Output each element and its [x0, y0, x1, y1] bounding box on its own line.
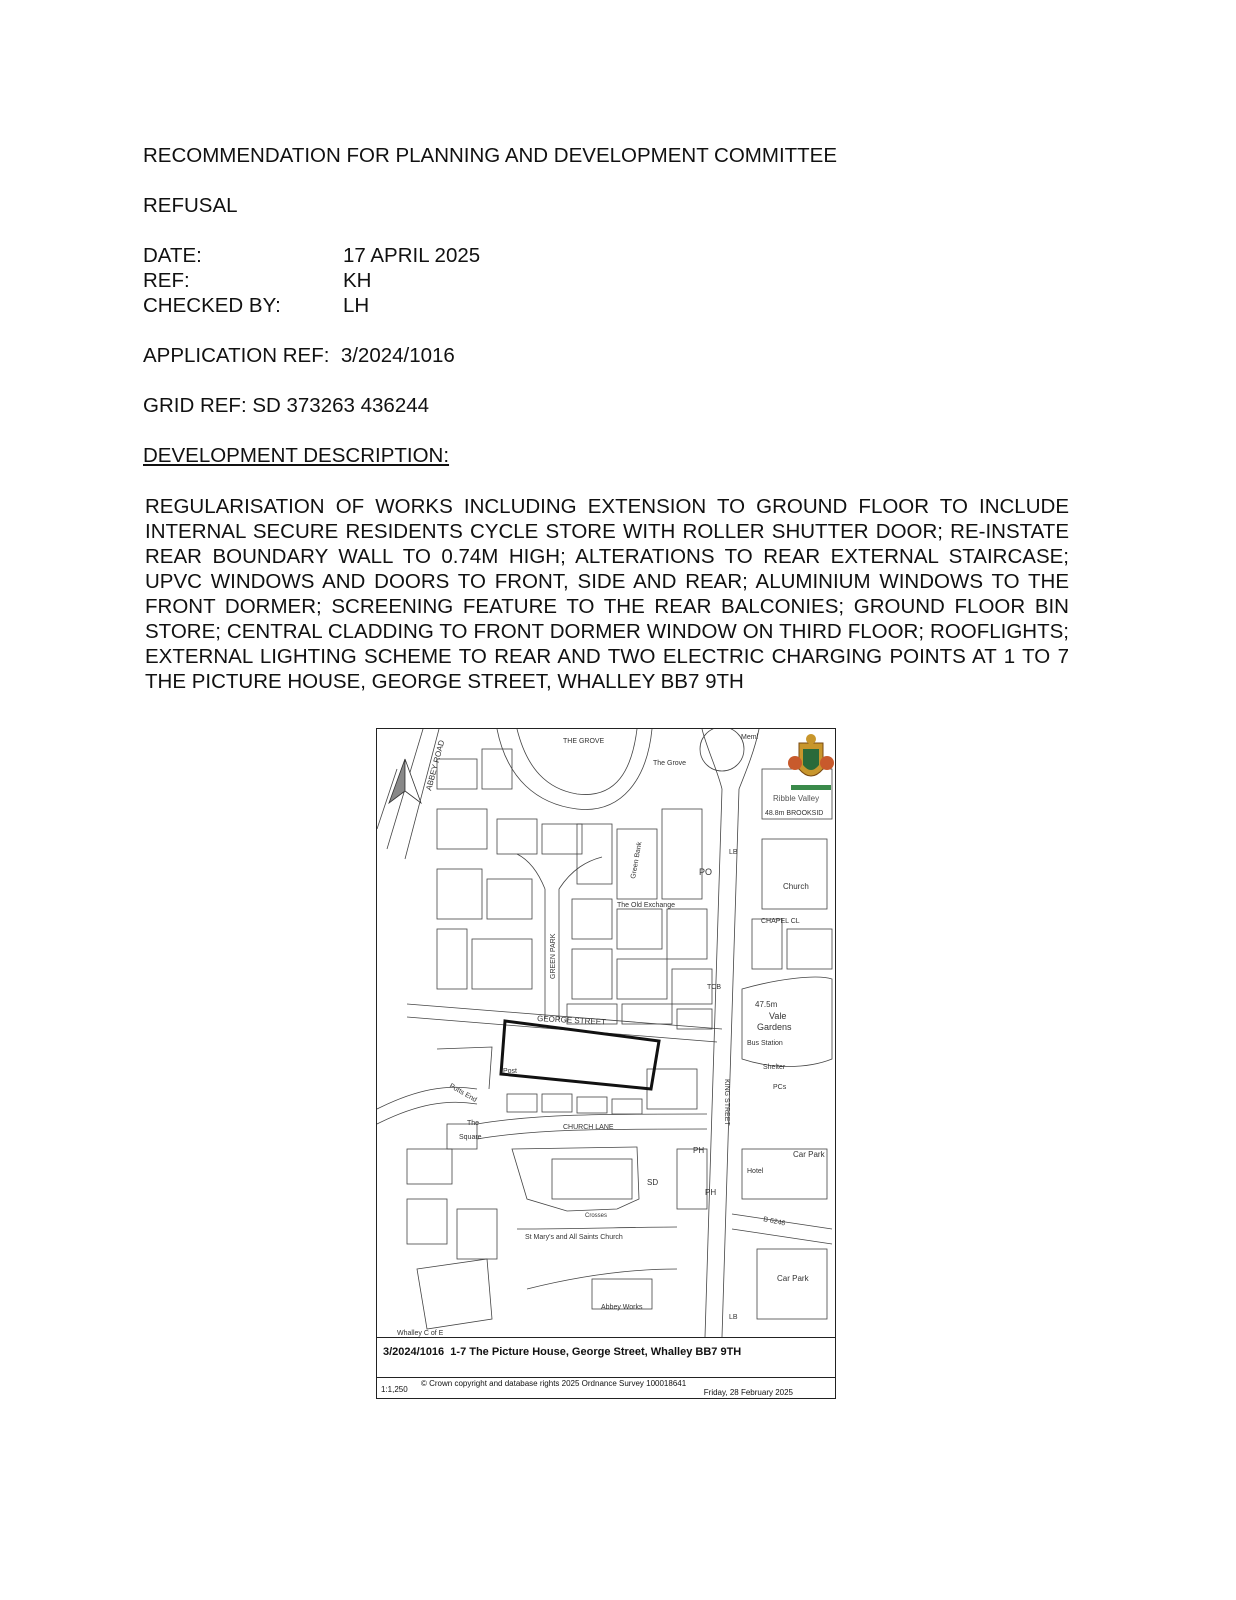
page-heading: RECOMMENDATION FOR PLANNING AND DEVELOPMENT COMMITTEE	[143, 144, 838, 167]
map-scale: 1:1,250	[381, 1385, 408, 1394]
map-label-whalley: Whalley C of E	[397, 1330, 444, 1337]
ref-value: KH	[343, 269, 372, 292]
ref-label: REF:	[143, 269, 190, 292]
map-caption-title: 3/2024/1016 1-7 The Picture House, George Street, Whalley BB7 9TH	[383, 1346, 742, 1358]
date-value: 17 APRIL 2025	[343, 244, 481, 267]
map-label-the: The	[467, 1120, 480, 1127]
map-label-the-grove: The Grove	[653, 760, 687, 767]
map-label-post: Post	[503, 1068, 518, 1075]
map-label-height: 47.5m	[755, 1000, 778, 1009]
map-label-b6246: B 6246	[762, 1216, 786, 1228]
site-boundary	[501, 1021, 659, 1089]
map-footer	[377, 1377, 835, 1399]
development-description: REGULARISATION OF WORKS INCLUDING EXTENSION TO GROUND FLOOR TO INCLUDE INTERNAL SECURE RESIDENTS CYCLE STORE WITH ROLLER SHUTTER DOOR; RE-INSTATE REAR BOUNDARY WALL TO 0.74M HIGH; ALTERATIONS TO REAR EXTERNAL STAIRCASE; UPVC WINDOWS AND DOORS TO FRONT, SIDE AND REAR; ALUMINIUM WINDOWS TO THE FRONT DORMER; SCREENING FEATURE TO THE REAR BALCONIES; GROUND FLOOR BIN STORE; CENTRAL CLADDING TO FRONT DORMER WINDOW ON THIRD FLOOR; ROOFLIGHTS; EXTERNAL LIGHTING SCHEME TO REAR AND TWO ELECTRIC CHARGING POINTS AT 1 TO 7 THE PICTURE HOUSE, GEORGE STREET, WHALLEY BB7 9TH	[145, 495, 1069, 693]
application-ref: APPLICATION REF: 3/2024/1016	[143, 344, 455, 367]
map-label-brookside: 48.8m BROOKSID	[765, 810, 824, 817]
map-label-car-park-1: Car Park	[793, 1150, 825, 1159]
location-map	[376, 728, 836, 1399]
map-label-abbey-works: Abbey Works	[601, 1304, 643, 1311]
map-label-sd: SD	[647, 1178, 659, 1187]
north-arrow-icon	[389, 759, 421, 803]
council-crest-icon	[788, 734, 834, 790]
map-label-lb-top: LB	[729, 849, 738, 856]
map-label-logo: Ribble Valley	[773, 794, 820, 803]
map-label-pcs: PCs	[773, 1084, 787, 1091]
map-label-ph-2: PH	[705, 1188, 717, 1197]
checked-by-value: LH	[343, 294, 370, 317]
map-label-church: Church	[783, 882, 809, 891]
map-label-tcb: TCB	[707, 984, 721, 991]
map-label-crosses: Crosses	[585, 1213, 608, 1219]
grid-ref: GRID REF: SD 373263 436244	[143, 394, 430, 417]
map-label-chapel-cl: CHAPEL CL	[761, 918, 800, 925]
map-date: Friday, 28 February 2025	[703, 1388, 793, 1397]
map-label-lb-bottom: LB	[729, 1314, 738, 1321]
map-label-green-park: GREEN PARK	[550, 933, 557, 979]
map-label-car-park-2: Car Park	[777, 1274, 809, 1283]
description-heading: DEVELOPMENT DESCRIPTION:	[143, 444, 450, 467]
meta-block	[143, 243, 743, 323]
map-label-the-grove-street: THE GROVE	[563, 738, 605, 745]
decision: REFUSAL	[143, 194, 238, 217]
map-label-abbey-road: ABBEY ROAD	[424, 739, 447, 792]
map-label-potts-end: Potts End	[448, 1082, 478, 1104]
map-caption	[377, 1337, 835, 1377]
map-label-hotel: Hotel	[747, 1168, 764, 1175]
map-label-square: Square	[459, 1134, 482, 1141]
map-label-old-exchange: The Old Exchange	[617, 902, 675, 909]
map-label-king-street: KING STREET	[723, 1079, 730, 1126]
map-label-meml: Meml	[741, 734, 759, 741]
map-copyright: © Crown copyright and database rights 2025 Ordnance Survey 100018641	[421, 1379, 687, 1388]
map-label-bus-station: Bus Station	[747, 1040, 783, 1047]
map-label-vale: Vale	[769, 1011, 787, 1021]
map-drawing	[377, 729, 835, 1337]
map-label-church-lane: CHURCH LANE	[563, 1124, 614, 1131]
map-label-po: PO	[699, 867, 713, 877]
map-label-green-bank: Green Bank	[630, 841, 644, 880]
map-label-gardens: Gardens	[757, 1022, 792, 1032]
map-label-st-marys: St Mary's and All Saints Church	[525, 1234, 623, 1241]
map-label-ph-1: PH	[693, 1146, 705, 1155]
date-label: DATE:	[143, 244, 202, 267]
map-label-george-street: GEORGE STREET	[536, 1014, 607, 1027]
checked-by-label: CHECKED BY:	[143, 294, 281, 317]
map-label-shelter: Shelter	[763, 1064, 786, 1071]
